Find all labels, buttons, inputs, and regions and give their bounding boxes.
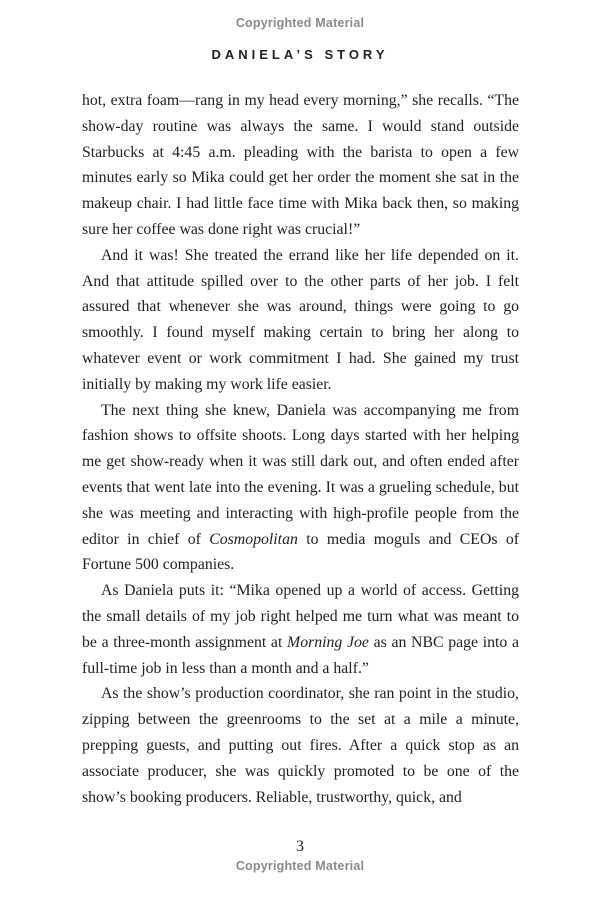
paragraph: [82, 681, 519, 810]
page-number: 3: [296, 838, 304, 855]
plain-text: to media moguls and CEOs of Fortune 500 companies.: [82, 530, 519, 574]
paragraph: [82, 243, 519, 398]
copyright-notice-bottom: Copyrighted Material: [235, 859, 365, 873]
plain-text: The next thing she knew, Daniela was accompanying me from fashion shows to offsite shoots. Long days started with her helping me get show-ready when it was still dark out, and often ended after events that went late into the evening. It was a grueling schedule, but she was meeting and interacting with high-profile people from the editor in chief of: [82, 401, 519, 548]
plain-text: as an NBC page into a full-time job in less than a month and a half.”: [82, 633, 519, 677]
chapter-header: DANIELA’S STORY: [211, 47, 389, 62]
plain-text: As Daniela puts it: “Mika opened up a world of access. Getting the small details of my job right helped me turn what was meant to be a three-month assignment at: [82, 582, 519, 651]
plain-text: hot, extra foam—rang in my head every morning,” she recalls. “The show-day routine was always the same. I would stand outside Starbucks at 4:45 a.m. pleading with the barista to open a few minutes early so Mika could get her order the moment she sat in the makeup chair. I had little face time with Mika back then, so making sure her coffee was done right was crucial!”: [82, 92, 519, 238]
copyright-notice-top: Copyrighted Material: [235, 16, 365, 30]
italic-text: Morning Joe: [287, 633, 369, 651]
plain-text: As the show’s production coordinator, she ran point in the studio, zipping between the greenrooms to the set at a mile a minute, prepping guests, and putting out fires. After a quick stop as an associate producer, she was quickly promoted to be one of the show’s booking producers. Reliable, trustworthy, quick, and: [82, 685, 519, 806]
paragraph: [82, 88, 519, 243]
paragraph: [82, 398, 519, 579]
italic-text: Cosmopolitan: [209, 530, 298, 548]
body-text: [82, 88, 519, 810]
plain-text: And it was! She treated the errand like her life depended on it. And that attitude spilled over to the other parts of her job. I felt assured that whenever she was around, things were going to go smoothly. I found myself making certain to bring her along to whatever event or work commitment I had. She gained my trust initially by making my work life easier.: [82, 246, 519, 393]
paragraph: [82, 578, 519, 681]
